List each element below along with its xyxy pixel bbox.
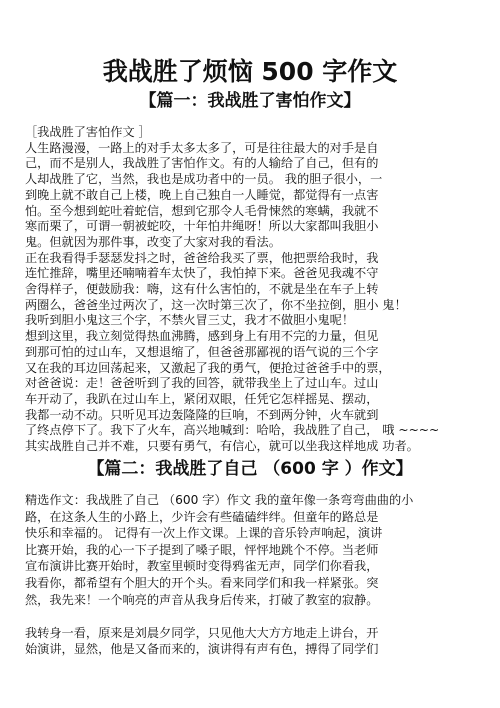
text-line: 鬼。但就因为那件事，改变了大家对我的看法。 <box>25 234 281 249</box>
section-1-heading: 【篇一：我战胜了害怕作文】 <box>139 91 361 111</box>
text-line: ［我战胜了害怕作文 ］ <box>25 125 151 139</box>
text-line: 己，而不是别人，我战胜了害怕作文。有的人输给了自己，但有的 <box>25 156 379 171</box>
text-line: 比赛开始，我的心一下子提到了嗓子眼，怦怦地跳个不停。当老师 <box>25 542 379 557</box>
text-line: 到晚上就不敢自己上楼，晚上自己独自一人睡觉，都觉得有一点害 <box>25 187 379 202</box>
text-line: 然，我先来！一个响亮的声音从我身后传来，打破了教室的寂静。 <box>25 592 379 607</box>
text-line: 对爸爸说：走！爸爸听到了我的回答，就带我坐上了过山车。过山 <box>25 376 379 391</box>
text-line: 快乐和幸福的。 记得有一次上作文课。上课的音乐铃声响起，演讲 <box>25 526 383 541</box>
text-line: 我看你，都希望有个胆大的开个头。看来同学们和我一样紧张。突 <box>25 576 379 590</box>
text-line: 怕。至今想到蛇吐着蛇信，想到它那令人毛骨悚然的寒螨，我就不 <box>25 203 379 218</box>
text-line: 始演讲，显然，他是又备而来的，演讲得有声有色，搏得了同学们 <box>25 642 379 657</box>
text-line: 了终点停下了。我下了火车，高兴地喊到：哈哈，我战胜了自己， 哦 ~~~~ <box>25 423 440 438</box>
text-line: 到那可怕的过山车，又想退缩了，但爸爸那鄙视的语气说的三个字 <box>25 344 379 359</box>
text-line: 人却战胜了它，当然，我也是成功者中的一员。 我的胆子很小，一 <box>25 172 383 187</box>
text-line: 路，在这条人生的小路上，少许会有些磕磕绊绊。但童年的路总是 <box>25 509 379 524</box>
text-line: 人生路漫漫，一路上的对手太多太多了，可是往往最大的对手是自 <box>25 140 379 155</box>
text-line: 寒而栗了，可谓一朝被蛇咬，十年怕井绳呀！所以大家都叫我胆小 <box>25 219 379 234</box>
text-line: 正在我看得手瑟瑟发抖之时，爸爸给我买了票，他把票给我时，我 <box>25 250 379 265</box>
text-line: 我转身一看，原来是刘晨夕同学，只见他大大方方地走上讲台，开 <box>25 625 379 640</box>
text-line: 宣布演讲比赛开始时，教室里顿时变得鸦雀无声，同学们你看我， <box>25 559 379 574</box>
text-line: 我都一动不动。只听见耳边轰隆隆的巨响，不到两分钟，火车就到 <box>25 407 379 422</box>
text-line: 车开动了，我趴在过山车上，紧闭双眼，任凭它怎样摇晃、摆动， <box>25 391 379 406</box>
text-line: 精选作文：我战胜了自己 （600 字）作文 我的童年像一条弯弯曲曲的小 <box>25 493 414 507</box>
text-line: 连忙推辞，嘴里还喃喃着车太快了，我怕掉下来。爸爸见我魂不守 <box>25 266 379 281</box>
text-line: 其实战胜自己并不难，只要有勇气，有信心，就可以坐我这样地成 功者。 <box>25 439 419 453</box>
text-line: 舍得样子，便鼓励我：嗨，这有什么害怕的，不就是坐在车子上转 <box>25 282 379 296</box>
document-title: 我战胜了烦恼 500 字作文 <box>102 57 398 86</box>
section-2-heading: 【篇二：我战胜了自己 （600 字 ）作文】 <box>87 459 413 479</box>
text-line: 又在我的耳边回荡起来，又激起了我的勇气，便抢过爸爸手中的票， <box>25 360 391 375</box>
text-line: 两圈么，爸爸坐过两次了，这一次时第三次了，你不坐拉倒，胆小 鬼！ <box>25 297 407 312</box>
text-line: 想到这里，我立刻觉得热血沸腾，感到身上有用不完的力量，但见 <box>25 329 379 344</box>
text-line: 我听到胆小鬼这三个字，不禁火冒三丈，我才不做胆小鬼呢！ <box>25 313 355 328</box>
